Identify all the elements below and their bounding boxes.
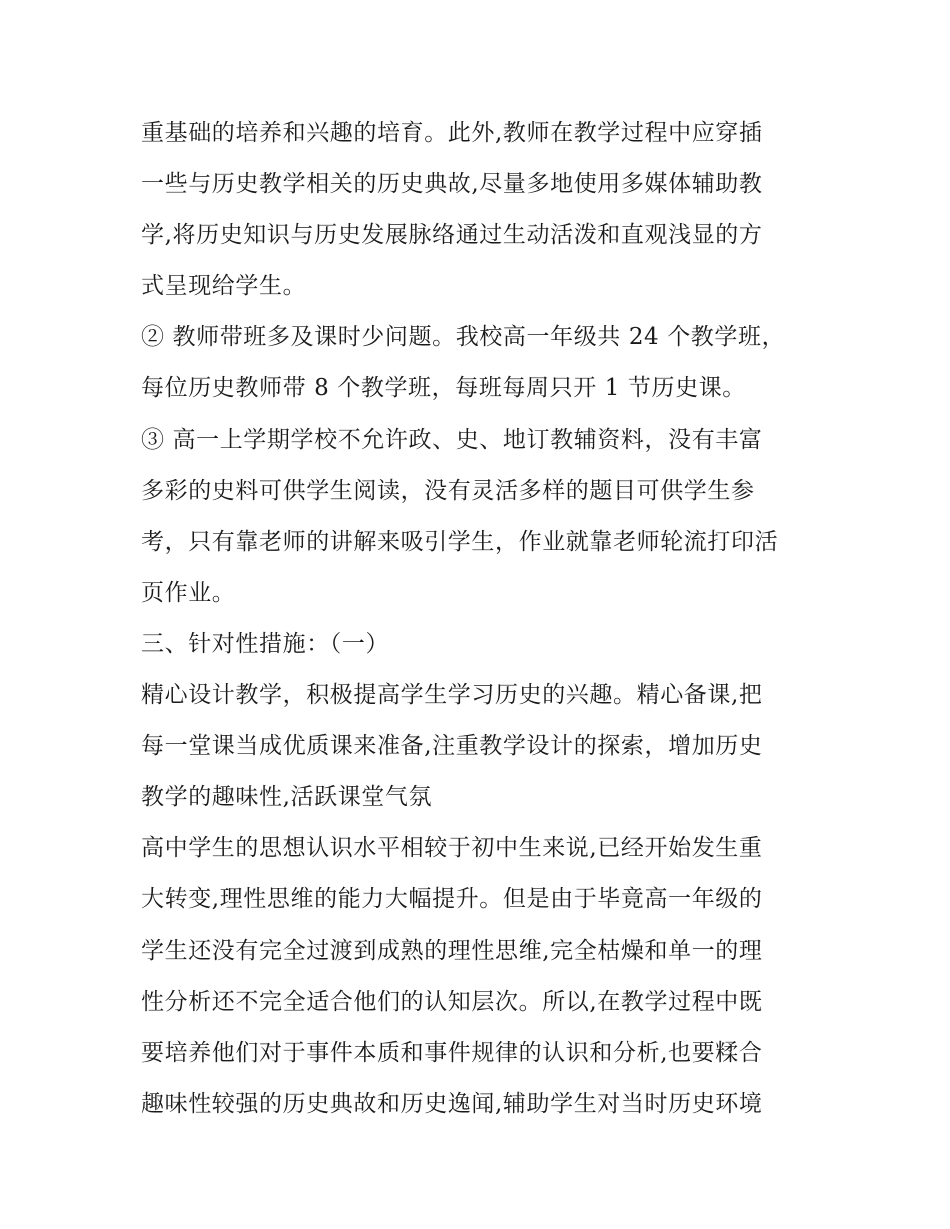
list-item-3: ③ 高一上学期学校不允许政、史、地订教辅资料，没有丰富 <box>141 426 763 453</box>
text-line: 趣味性较强的历史典故和历史逸闻,辅助学生对当时历史环境 <box>141 1090 763 1117</box>
document-body <box>141 108 821 1130</box>
text-line: 式呈现给学生。 <box>141 273 307 300</box>
text-line: 精心设计教学，积极提高学生学习历史的兴趣。精心备课,把 <box>141 682 763 709</box>
text-line: 学生还没有完全过渡到成熟的理性思维,完全枯燥和单一的理 <box>141 937 763 964</box>
text-line: 要培养他们对于事件本质和事件规律的认识和分析,也要糅合 <box>141 1039 763 1066</box>
list-item-2: ② 教师带班多及课时少问题。我校高一年级共 24 个教学班， <box>141 324 786 351</box>
text-line: 重基础的培养和兴趣的培育。此外,教师在教学过程中应穿插 <box>141 120 763 146</box>
section-heading: 三、针对性措施：（一） <box>141 630 390 657</box>
text-line: 高中学生的思想认识水平相较于初中生来说,已经开始发生重 <box>141 835 763 862</box>
text-line: 多彩的史料可供学生阅读，没有灵活多样的题目可供学生参 <box>141 477 755 504</box>
text-line: 教学的趣味性,活跃课堂气氛 <box>141 784 433 811</box>
text-line: 每位历史教师带 8 个教学班，每班每周只开 1 节历史课。 <box>141 375 746 402</box>
text-line: 每一堂课当成优质课来准备,注重教学设计的探索，增加历史 <box>141 733 763 760</box>
text-line: 考，只有靠老师的讲解来吸引学生，作业就靠老师轮流打印活 <box>141 528 779 555</box>
text-line: 性分析还不完全适合他们的认知层次。所以,在教学过程中既 <box>141 988 763 1015</box>
text-line: 大转变,理性思维的能力大幅提升。但是由于毕竟高一年级的 <box>141 886 763 913</box>
text-line: 页作业。 <box>141 579 236 606</box>
text-line: 一些与历史教学相关的历史典故,尽量多地使用多媒体辅助教 <box>141 171 763 198</box>
text-line: 学,将历史知识与历史发展脉络通过生动活泼和直观浅显的方 <box>141 222 763 249</box>
